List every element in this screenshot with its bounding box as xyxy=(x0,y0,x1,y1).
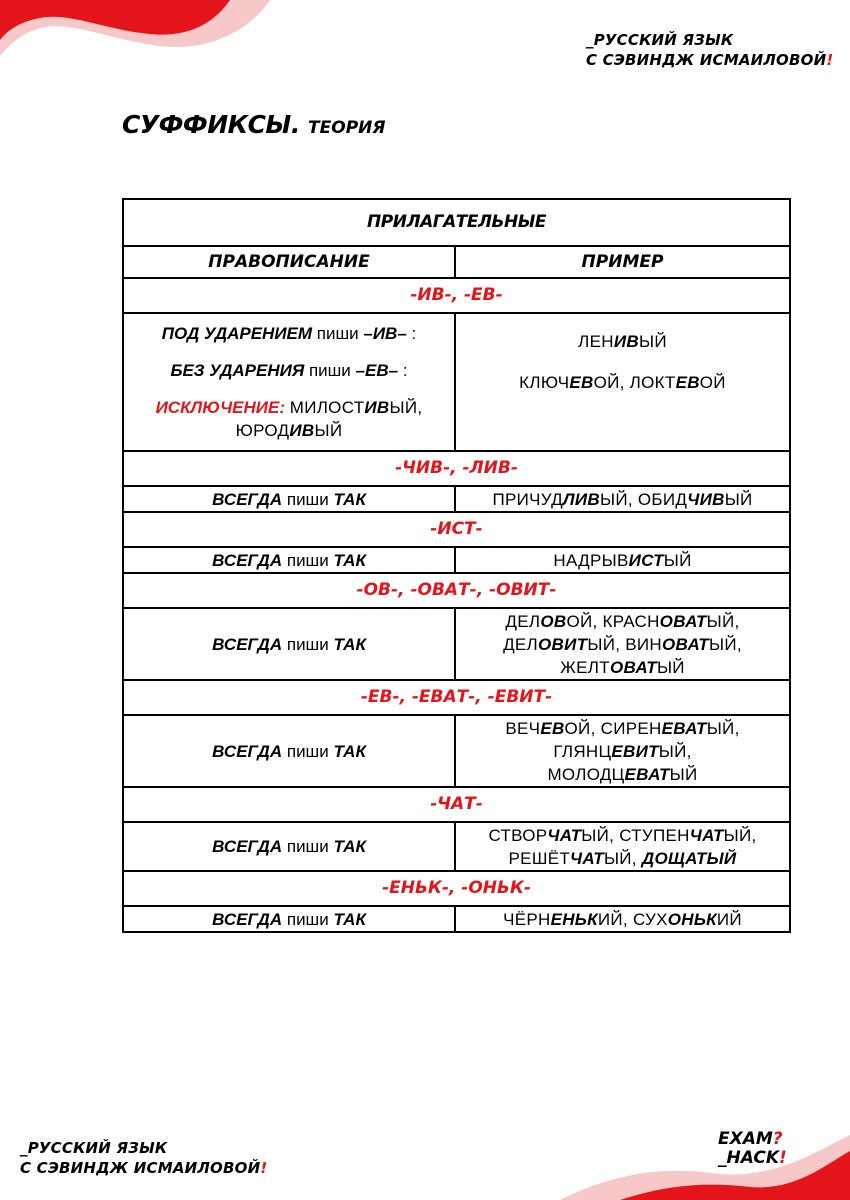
example-cell-chat xyxy=(455,822,790,871)
example-klyuchevoy: КЛЮЧЕВОЙ, ЛОКТЕВОЙ xyxy=(519,373,726,392)
logo-exam: EXAM xyxy=(718,1129,773,1149)
brand-footer-exclamation: ! xyxy=(260,1159,268,1177)
example-line-1: СТВОРЧАТЫЙ, СТУПЕНЧАТЫЙ, xyxy=(488,825,757,845)
suffix-header-ov-ovat-ovit: -ОВ-, -ОВАТ-, -ОВИТ- xyxy=(123,573,790,608)
suffix-header-ev-evat-evit: -ЕВ-, -ЕВАТ-, -ЕВИТ- xyxy=(123,680,790,715)
brand-exclamation: ! xyxy=(826,51,834,69)
rule-stressed-colon: : xyxy=(411,324,417,343)
suffix-header-enk-onk: -ЕНЬК-, -ОНЬК- xyxy=(123,871,790,906)
rule-unstressed-suffix: –ЕВ– xyxy=(355,361,399,380)
rule-cell-iv-ev xyxy=(123,313,455,451)
example-line-3: ЖЕЛТОВАТЫЙ xyxy=(560,657,685,677)
column-header-example: ПРИМЕР xyxy=(455,246,790,278)
rule-unstressed-label: БЕЗ УДАРЕНИЯ xyxy=(170,361,305,380)
rule-stressed xyxy=(130,322,448,345)
suffix-header-chat: -ЧАТ- xyxy=(123,787,790,822)
example-leniviy: ЛЕНИВЫЙ xyxy=(578,332,667,351)
brand-line-2: С СЭВИНДЖ ИСМАИЛОВОЙ xyxy=(586,51,827,69)
example-cell-enk-onk: ЧЁРНЕНЬКИЙ, СУХОНЬКИЙ xyxy=(455,906,790,932)
rule-cell-ov-ovat-ovit: ВСЕГДА пиши ТАК xyxy=(123,608,455,680)
logo-hack: _HACK xyxy=(718,1148,780,1168)
example-cell-iv-ev xyxy=(455,313,790,451)
rule-cell-ist: ВСЕГДА пиши ТАК xyxy=(123,547,455,573)
example-cell-ist: НАДРЫВИСТЫЙ xyxy=(455,547,790,573)
suffix-table xyxy=(122,198,791,933)
example-line-2: ГЛЯНЦЕВИТЫЙ, xyxy=(553,741,692,761)
suffix-header-iv-ev: -ИВ-, -ЕВ- xyxy=(123,278,790,313)
rule-exception xyxy=(130,396,448,442)
rule-unstressed-colon: : xyxy=(402,361,408,380)
table-heading: ПРИЛАГАТЕЛЬНЫЕ xyxy=(123,199,790,246)
rule-cell-ev-evat-evit: ВСЕГДА пиши ТАК xyxy=(123,715,455,787)
rule-unstressed xyxy=(130,359,448,382)
rule-stressed-write: пиши xyxy=(316,324,359,343)
suffix-header-chiv-liv: -ЧИВ-, -ЛИВ- xyxy=(123,451,790,486)
page-title-main: СУФФИКСЫ. xyxy=(122,110,300,139)
example-cell-ov-ovat-ovit xyxy=(455,608,790,680)
example-cell-chiv-liv: ПРИЧУДЛИВЫЙ, ОБИДЧИВЫЙ xyxy=(455,486,790,512)
rule-stressed-label: ПОД УДАРЕНИЕМ xyxy=(161,324,313,343)
rule-unstressed-write: пиши xyxy=(308,361,351,380)
example-line-2: ДЕЛОВИТЫЙ, ВИНОВАТЫЙ, xyxy=(503,634,742,654)
rule-cell-chat: ВСЕГДА пиши ТАК xyxy=(123,822,455,871)
rule-cell-chiv-liv: ВСЕГДА пиши ТАК xyxy=(123,486,455,512)
example-line-1: ВЕЧЕВОЙ, СИРЕНЕВАТЫЙ, xyxy=(505,718,740,738)
example-line-2: РЕШЁТЧАТЫЙ, ДОЩАТЫЙ xyxy=(508,848,737,868)
page-subtitle: ТЕОРИЯ xyxy=(308,118,386,138)
brand-footer-line-2: С СЭВИНДЖ ИСМАИЛОВОЙ xyxy=(20,1159,261,1177)
example-cell-ev-evat-evit xyxy=(455,715,790,787)
example-line-3: МОЛОДЦЕВАТЫЙ xyxy=(547,764,698,784)
brand-footer-line-1: _РУССКИЙ ЯЗЫК xyxy=(20,1139,168,1157)
rule-cell-enk-onk: ВСЕГДА пиши ТАК xyxy=(123,906,455,932)
logo-question-mark: ? xyxy=(772,1129,783,1149)
logo-exclamation: ! xyxy=(779,1148,787,1168)
column-header-rule: ПРАВОПИСАНИЕ xyxy=(123,246,455,278)
brand-line-1: _РУССКИЙ ЯЗЫК xyxy=(586,31,734,49)
exam-hack-logo xyxy=(718,1130,787,1168)
brand-header xyxy=(586,30,833,70)
rule-stressed-suffix: –ИВ– xyxy=(363,324,407,343)
example-line-1: ДЕЛОВОЙ, КРАСНОВАТЫЙ, xyxy=(505,611,740,631)
exception-word-2: ЮРОДИВЫЙ xyxy=(235,421,343,440)
suffix-header-ist: -ИСТ- xyxy=(123,512,790,547)
page-title xyxy=(122,110,385,139)
corner-decoration-top-left xyxy=(0,0,270,60)
corner-decoration-bottom-right xyxy=(560,1125,850,1200)
brand-footer xyxy=(20,1138,267,1178)
exception-word-1: МИЛОСТИВЫЙ, xyxy=(289,398,423,417)
exception-label: ИСКЛЮЧЕНИЕ: xyxy=(155,398,286,417)
